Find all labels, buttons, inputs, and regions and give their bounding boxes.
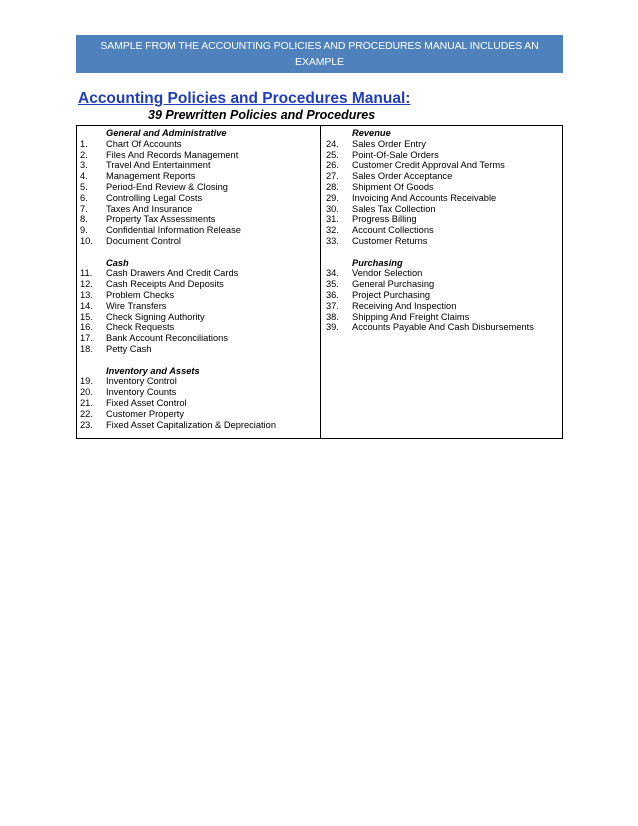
- policy-label: Customer Returns: [352, 235, 428, 246]
- policy-section: [80, 366, 318, 431]
- policy-label: Invoicing And Accounts Receivable: [352, 192, 497, 203]
- policy-number: 32.: [326, 225, 339, 236]
- subtitle: 39 Prewritten Policies and Procedures: [148, 108, 376, 122]
- policy-label: Property Tax Assessments: [106, 214, 216, 225]
- policy-label: Shipment Of Goods: [352, 181, 434, 192]
- policy-number: 27.: [326, 171, 339, 182]
- policy-number: 21.: [80, 397, 93, 408]
- policy-item: [326, 171, 562, 182]
- policy-item: [80, 150, 318, 161]
- policy-item: [80, 322, 318, 333]
- policy-number: 14.: [80, 300, 93, 311]
- policy-number: 30.: [326, 203, 339, 214]
- policy-number: 22.: [80, 408, 93, 419]
- section-heading: Revenue: [352, 128, 391, 138]
- policy-item: [80, 409, 318, 420]
- policy-label: Receiving And Inspection: [352, 300, 457, 311]
- policy-label: Chart Of Accounts: [106, 138, 182, 149]
- policy-label: Petty Cash: [106, 343, 152, 354]
- policy-item: [326, 182, 562, 193]
- policy-item: [326, 150, 562, 161]
- policy-label: Confidential Information Release: [106, 225, 241, 236]
- policy-number: 18.: [80, 343, 93, 354]
- policy-item: [80, 301, 318, 312]
- policy-label: Progress Billing: [352, 214, 417, 225]
- policy-number: 5.: [80, 181, 88, 192]
- policy-label: Vendor Selection: [352, 268, 423, 279]
- policy-label: Accounts Payable And Cash Disbursements: [352, 322, 534, 333]
- policy-item: [80, 160, 318, 171]
- policy-item: [326, 290, 562, 301]
- policy-label: Point-Of-Sale Orders: [352, 149, 439, 160]
- policy-section: [326, 258, 562, 334]
- policy-label: Fixed Asset Control: [106, 397, 187, 408]
- banner-line-1: SAMPLE FROM THE ACCOUNTING POLICIES AND PROCEDURES MANUAL INCLUDES AN EXAMPLE: [100, 40, 539, 68]
- policy-label: Sales Order Acceptance: [352, 171, 453, 182]
- policy-item: [80, 290, 318, 301]
- policy-number: 28.: [326, 181, 339, 192]
- policy-item: [80, 333, 318, 344]
- section-heading: Purchasing: [352, 257, 403, 268]
- policy-number: 37.: [326, 300, 339, 311]
- policy-item: [326, 236, 562, 247]
- policy-label: Management Reports: [106, 171, 196, 182]
- header-banner: [76, 35, 563, 84]
- policy-number: 20.: [80, 387, 93, 398]
- policy-label: General Purchasing: [352, 279, 435, 290]
- policy-number: 10.: [80, 235, 93, 246]
- policy-item: [326, 214, 562, 225]
- policy-number: 24.: [326, 138, 339, 149]
- policy-number: 7.: [80, 203, 88, 214]
- policy-number: 1.: [80, 138, 88, 149]
- left-column: [80, 128, 318, 441]
- policy-label: Inventory Control: [106, 376, 177, 387]
- policy-number: 23.: [80, 419, 93, 430]
- policy-label: Shipping And Freight Claims: [352, 311, 470, 322]
- policy-number: 15.: [80, 311, 93, 322]
- policy-label: Account Collections: [352, 225, 434, 236]
- policy-label: Customer Credit Approval And Terms: [352, 160, 505, 171]
- policy-label: Files And Records Management: [106, 149, 239, 160]
- policy-section: [326, 128, 562, 247]
- policy-label: Sales Tax Collection: [352, 203, 436, 214]
- right-column: [326, 128, 562, 344]
- policy-item: [80, 420, 318, 431]
- policy-item: [326, 139, 562, 150]
- policy-label: Project Purchasing: [352, 289, 431, 300]
- policy-number: 38.: [326, 311, 339, 322]
- policy-label: Inventory Counts: [106, 387, 177, 398]
- policy-label: Fixed Asset Capitalization & Depreciation: [106, 419, 277, 430]
- policy-label: Controlling Legal Costs: [106, 192, 203, 203]
- policy-label: Problem Checks: [106, 289, 175, 300]
- policy-item: [326, 225, 562, 236]
- policy-number: 31.: [326, 214, 339, 225]
- policy-item: [80, 214, 318, 225]
- policy-number: 11.: [80, 268, 93, 279]
- policy-number: 6.: [80, 192, 88, 203]
- policy-number: 17.: [80, 333, 93, 344]
- policy-number: 13.: [80, 289, 93, 300]
- policy-number: 39.: [326, 322, 339, 333]
- policy-label: Period-End Review & Closing: [106, 181, 228, 192]
- policy-label: Cash Drawers And Credit Cards: [106, 268, 239, 279]
- policy-item: [326, 322, 562, 333]
- policy-label: Bank Account Reconciliations: [106, 333, 228, 344]
- policy-number: 33.: [326, 235, 339, 246]
- policy-item: [80, 312, 318, 323]
- policy-item: [326, 204, 562, 215]
- policy-section: [80, 258, 318, 355]
- policy-number: 16.: [80, 322, 93, 333]
- policy-item: [80, 279, 318, 290]
- policy-item: [326, 279, 562, 290]
- policy-item: [80, 171, 318, 182]
- policy-item: [80, 139, 318, 150]
- section-heading: General and Administrative: [106, 128, 227, 138]
- policy-item: [326, 268, 562, 279]
- banner-line-2: PROCEDURE, A LIST OF TOPICS, FORMS AND JOB DESCRIPTIONS: [154, 72, 485, 84]
- policy-number: 12.: [80, 279, 93, 290]
- policy-number: 19.: [80, 376, 93, 387]
- policy-label: Taxes And Insurance: [106, 203, 193, 214]
- policy-item: [80, 236, 318, 247]
- policy-item: [80, 225, 318, 236]
- policy-item: [80, 268, 318, 279]
- policy-label: Sales Order Entry: [352, 138, 426, 149]
- policy-label: Customer Property: [106, 408, 185, 419]
- policy-item: [80, 193, 318, 204]
- policy-number: 36.: [326, 289, 339, 300]
- policy-item: [326, 312, 562, 323]
- section-heading: Cash: [106, 257, 129, 268]
- policy-label: Travel And Entertainment: [106, 160, 211, 171]
- policy-label: Wire Transfers: [106, 300, 167, 311]
- policy-number: 35.: [326, 279, 339, 290]
- policy-item: [326, 160, 562, 171]
- policy-number: 26.: [326, 160, 339, 171]
- policy-number: 25.: [326, 149, 339, 160]
- policy-item: [80, 387, 318, 398]
- policy-item: [80, 376, 318, 387]
- column-divider: [320, 126, 321, 438]
- policy-number: 9.: [80, 225, 88, 236]
- policy-number: 4.: [80, 171, 88, 182]
- policy-label: Check Requests: [106, 322, 175, 333]
- policy-item: [80, 398, 318, 409]
- policy-section: [80, 128, 318, 247]
- policy-item: [326, 193, 562, 204]
- policy-label: Cash Receipts And Deposits: [106, 279, 224, 290]
- policy-number: 34.: [326, 268, 339, 279]
- section-heading: Inventory and Assets: [106, 365, 200, 376]
- policy-item: [80, 182, 318, 193]
- policy-item: [326, 301, 562, 312]
- policy-label: Document Control: [106, 235, 181, 246]
- policy-number: 8.: [80, 214, 88, 225]
- policies-table: [76, 125, 563, 439]
- policy-label: Check Signing Authority: [106, 311, 205, 322]
- policy-item: [80, 204, 318, 215]
- manual-title: Accounting Policies and Procedures Manual:: [78, 90, 411, 107]
- policy-number: 29.: [326, 192, 339, 203]
- policy-number: 2.: [80, 149, 88, 160]
- policy-item: [80, 344, 318, 355]
- policy-number: 3.: [80, 160, 88, 171]
